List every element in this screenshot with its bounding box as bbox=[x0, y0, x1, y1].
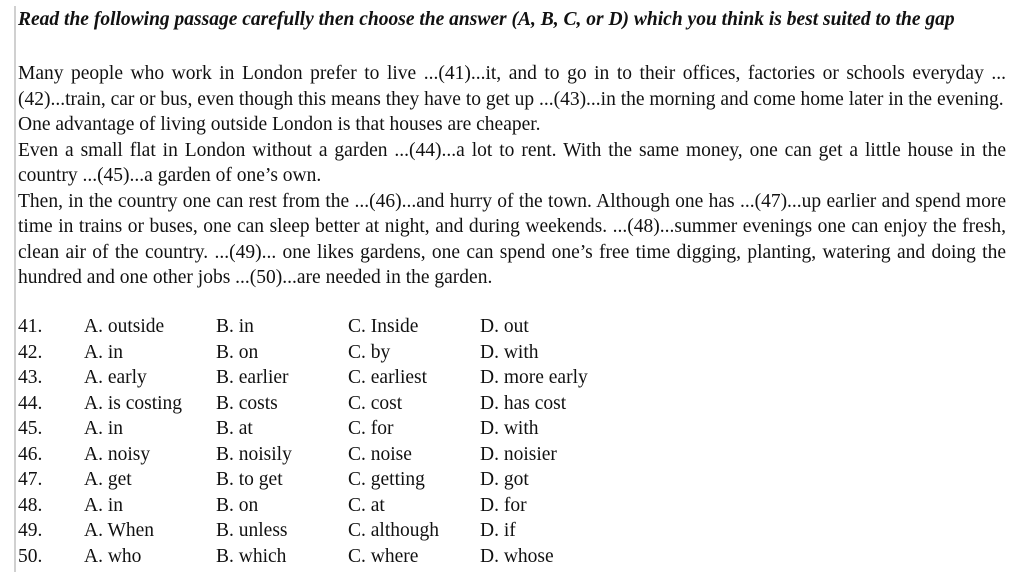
option-d: D. if bbox=[480, 520, 516, 541]
instructions-heading: Read the following passage carefully then choose the answer (A, B, C, or D) which you think is best suited to the gap bbox=[18, 9, 955, 30]
option-b: B. costs bbox=[216, 392, 278, 414]
question-row-49 bbox=[18, 518, 658, 544]
option-b: B. noisily bbox=[216, 443, 292, 465]
passage-paragraph-4: Then, in the country one can rest from the ...(46)...and hurry of the town. Although one has ...(47)...up earlier and spend more time in trains or buses, one can sleep better at night, and during weekends. ...(48)...summer evenings one can enjoy the fresh, clean air of the country. ...(49)... one likes gardens, one can spend one’s free time digging, planting, watering and doing the hundred and one other jobs ...(50)...are needed in the garden. bbox=[18, 190, 1006, 288]
option-c: C. cost bbox=[348, 392, 403, 414]
question-number: 47. bbox=[18, 469, 43, 490]
question-number: 46. bbox=[18, 443, 43, 465]
option-a: A. in bbox=[84, 418, 123, 439]
option-b: B. on bbox=[216, 494, 259, 516]
question-row-41 bbox=[18, 314, 658, 340]
option-c: C. getting bbox=[348, 469, 425, 490]
question-row-44 bbox=[18, 391, 658, 417]
option-a: A. When bbox=[84, 520, 155, 541]
option-c: C. earliest bbox=[348, 367, 428, 388]
option-c: C. at bbox=[348, 494, 385, 516]
option-d: D. for bbox=[480, 494, 527, 516]
passage-paragraph-3: Even a small flat in London without a garden ...(44)...a lot to rent. With the same money, one can get a little house in the country ...(45)...a garden of one’s own. bbox=[18, 139, 1006, 186]
question-row-50 bbox=[18, 544, 658, 570]
option-c: C. by bbox=[348, 341, 391, 363]
option-b: B. earlier bbox=[216, 367, 289, 388]
option-c: C. where bbox=[348, 545, 419, 567]
page-edge-line bbox=[14, 6, 16, 572]
option-b: B. on bbox=[216, 341, 259, 363]
passage-paragraph-1: Many people who work in London prefer to live ...(41)...it, and to go in to their offices, factories or schools everyday ...(42)...train, car or bus, even though this means they have to get up ...(43)...in the morning and come home later in the evening. bbox=[18, 63, 1006, 110]
option-d: D. has cost bbox=[480, 392, 567, 414]
option-d: D. more early bbox=[480, 367, 588, 388]
question-row-45 bbox=[18, 416, 658, 442]
question-number: 43. bbox=[18, 367, 43, 388]
option-c: C. for bbox=[348, 418, 394, 439]
option-c: C. Inside bbox=[348, 316, 419, 337]
option-d: D. got bbox=[480, 469, 529, 490]
answer-options-list bbox=[18, 314, 658, 569]
option-d: D. out bbox=[480, 316, 529, 337]
option-d: D. whose bbox=[480, 545, 554, 567]
question-row-48 bbox=[18, 493, 658, 519]
option-c: C. although bbox=[348, 520, 439, 541]
option-a: A. early bbox=[84, 367, 147, 388]
question-number: 49. bbox=[18, 520, 43, 541]
reading-passage bbox=[18, 61, 1006, 291]
option-b: B. unless bbox=[216, 520, 288, 541]
passage-paragraph-2: One advantage of living outside London is that houses are cheaper. bbox=[18, 114, 541, 135]
option-a: A. outside bbox=[84, 316, 165, 337]
question-number: 50. bbox=[18, 545, 43, 567]
option-d: D. noisier bbox=[480, 443, 557, 465]
option-a: A. in bbox=[84, 494, 123, 516]
option-a: A. noisy bbox=[84, 443, 151, 465]
option-a: A. in bbox=[84, 341, 123, 363]
option-b: B. in bbox=[216, 316, 254, 337]
option-b: B. at bbox=[216, 418, 253, 439]
option-a: A. who bbox=[84, 545, 142, 567]
question-number: 41. bbox=[18, 316, 43, 337]
option-c: C. noise bbox=[348, 443, 412, 465]
option-d: D. with bbox=[480, 341, 539, 363]
question-number: 45. bbox=[18, 418, 43, 439]
option-a: A. get bbox=[84, 469, 132, 490]
option-d: D. with bbox=[480, 418, 539, 439]
question-number: 48. bbox=[18, 494, 43, 516]
question-row-47 bbox=[18, 467, 658, 493]
question-number: 42. bbox=[18, 341, 43, 363]
option-b: B. which bbox=[216, 545, 287, 567]
question-row-43 bbox=[18, 365, 658, 391]
option-a: A. is costing bbox=[84, 392, 183, 414]
question-number: 44. bbox=[18, 392, 43, 414]
option-b: B. to get bbox=[216, 469, 283, 490]
question-row-46 bbox=[18, 442, 658, 468]
question-row-42 bbox=[18, 340, 658, 366]
